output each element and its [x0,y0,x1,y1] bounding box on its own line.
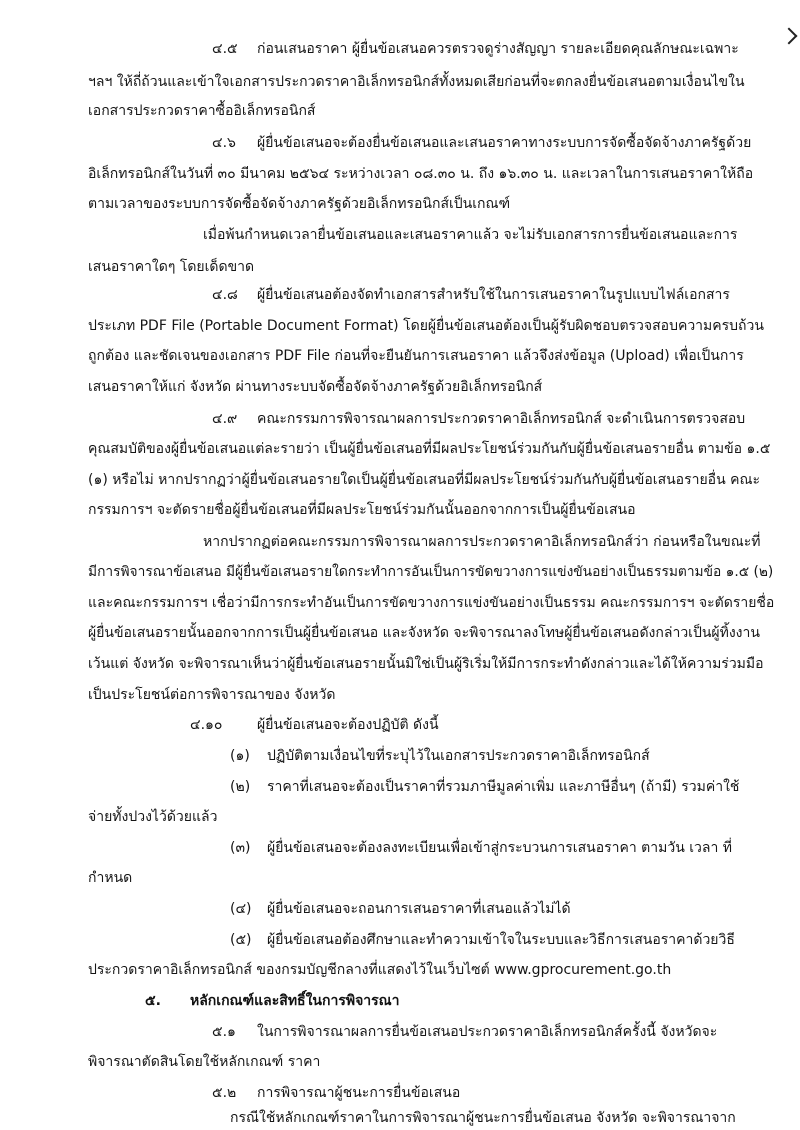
item-3-text: ผู้ยื่นข้อเสนอจะต้องลงทะเบียนเพื่อเข้าสู่กระบวนการเสนอราคา ตามวัน เวลา ที่ [267,840,733,856]
clause-4-9-line-7: และคณะกรรมการฯ เชื่อว่ามีการกระทำอันเป็นการขัดขวางการแข่งขันอย่างเป็นธรรม คณะกรรมการฯ จะตัดรายชื่อ [88,595,775,611]
item-2-number: (๒) [230,779,251,795]
clause-4-9-line-10: เป็นประโยชน์ต่อการพิจารณาของ จังหวัด [88,687,336,703]
item-2-text: ราคาที่เสนอจะต้องเป็นราคาที่รวมภาษีมูลค่าเพิ่ม และภาษีอื่นๆ (ถ้ามี) รวมค่าใช้ [267,779,740,795]
clause-4-5-number: ๔.๕ [212,41,238,57]
clause-5-2-line-1: การพิจารณาผู้ชนะการยื่นข้อเสนอ [257,1085,461,1101]
clause-4-8-line-1: ผู้ยื่นข้อเสนอต้องจัดทำเอกสารสำหรับใช้ในการเสนอราคาในรูปแบบไฟล์เอกสาร [257,287,730,303]
clause-4-9-line-1: คณะกรรมการพิจารณาผลการประกวดราคาอิเล็กทรอนิกส์ จะดำเนินการตรวจสอบ [257,411,746,427]
clause-4-9-line-6: มีการพิจารณาข้อเสนอ มีผู้ยื่นข้อเสนอรายใดกระทำการอันเป็นการขัดขวางการแข่งขันอย่างเป็นธรรมตามข้อ ๑.๕ (๒) [88,564,774,580]
item-5-number: (๕) [230,932,252,948]
item-4-number: (๔) [230,901,252,917]
clause-5-2-number: ๕.๒ [212,1085,237,1101]
item-3-continuation: กำหนด [88,870,133,886]
item-2-continuation: จ่ายทั้งปวงไว้ด้วยแล้ว [88,809,218,825]
clause-4-10-number: ๔.๑๐ [190,717,223,733]
item-5-continuation: ประกวดราคาอิเล็กทรอนิกส์ ของกรมบัญชีกลางที่แสดงไว้ในเว็บไซต์ www.gprocurement.go.th [88,962,672,978]
clause-4-6-line-4: เมื่อพ้นกำหนดเวลายื่นข้อเสนอและเสนอราคาแล้ว จะไม่รับเอกสารการยื่นข้อเสนอและการ [203,227,738,243]
clause-4-9-line-3: (๑) หรือไม่ หากปรากฏว่าผู้ยื่นข้อเสนอรายใดเป็นผู้ยื่นข้อเสนอที่มีผลประโยชน์ร่วมกันกับผู้ยื่นข้อเสนอรายอื่น คณะ [88,472,760,488]
section-5-number: ๕. [145,993,161,1009]
page-corner-arrow-icon [781,28,798,45]
clause-4-8-line-3: ถูกต้อง และชัดเจนของเอกสาร PDF File ก่อนที่จะยืนยันการเสนอราคา แล้วจึงส่งข้อมูล (Upload) เพื่อเป็นการ [88,348,744,364]
item-3-number: (๓) [230,840,251,856]
clause-4-9-line-9: เว้นแต่ จังหวัด จะพิจารณาเห็นว่าผู้ยื่นข้อเสนอรายนั้นมิใช่เป็นผู้ริเริ่มให้มีการกระทำดังกล่าวและได้ให้ความร่วมมือ [88,656,764,672]
clause-4-9-line-4: กรรมการฯ จะตัดรายชื่อผู้ยื่นข้อเสนอที่มีผลประโยชน์ร่วมกันนั้นออกจากการเป็นผู้ยื่นข้อเสนอ [88,502,636,518]
clause-4-10-heading: ผู้ยื่นข้อเสนอจะต้องปฏิบัติ ดังนี้ [257,717,439,733]
clause-5-1-line-2: พิจารณาตัดสินโดยใช้หลักเกณฑ์ ราคา [88,1054,321,1070]
item-1-text: ปฏิบัติตามเงื่อนไขที่ระบุไว้ในเอกสารประกวดราคาอิเล็กทรอนิกส์ [267,748,650,764]
clause-4-8-line-2: ประเภท PDF File (Portable Document Format) โดยผู้ยื่นข้อเสนอต้องเป็นผู้รับผิดชอบตรวจสอบความครบถ้วน [88,318,764,334]
clause-5-1-line-1: ในการพิจารณาผลการยื่นข้อเสนอประกวดราคาอิเล็กทรอนิกส์ครั้งนี้ จังหวัดจะ [257,1024,718,1040]
clause-4-6-line-1: ผู้ยื่นข้อเสนอจะต้องยื่นข้อเสนอและเสนอราคาทางระบบการจัดซื้อจัดจ้างภาครัฐด้วย [257,135,752,151]
clause-4-6-line-5: เสนอราคาใดๆ โดยเด็ดขาด [88,259,255,275]
clause-5-2-line-2: กรณีใช้หลักเกณฑ์ราคาในการพิจารณาผู้ชนะการยื่นข้อเสนอ จังหวัด จะพิจารณาจาก [230,1110,736,1126]
clause-4-6-line-3: ตามเวลาของระบบการจัดซื้อจัดจ้างภาครัฐด้วยอิเล็กทรอนิกส์เป็นเกณฑ์ [88,196,511,212]
clause-4-9-line-5: หากปรากฏต่อคณะกรรมการพิจารณาผลการประกวดราคาอิเล็กทรอนิกส์ว่า ก่อนหรือในขณะที่ [203,534,761,550]
clause-4-6-line-2: อิเล็กทรอนิกส์ในวันที่ ๓๐ มีนาคม ๒๕๖๔ ระหว่างเวลา ๐๘.๓๐ น. ถึง ๑๖.๓๐ น. และเวลาในการเสนอราคาให้ถือ [88,166,754,182]
clause-4-9-line-2: คุณสมบัติของผู้ยื่นข้อเสนอแต่ละรายว่า เป็นผู้ยื่นข้อเสนอที่มีผลประโยชน์ร่วมกันกับผู้ยื่นข้อเสนอรายอื่น ตามข้อ ๑.๕ [88,441,771,457]
clause-5-1-number: ๕.๑ [212,1024,236,1040]
item-5-text: ผู้ยื่นข้อเสนอต้องศึกษาและทำความเข้าใจในระบบและวิธีการเสนอราคาด้วยวิธี [267,932,735,948]
item-4-text: ผู้ยื่นข้อเสนอจะถอนการเสนอราคาที่เสนอแล้วไม่ได้ [267,901,571,917]
clause-4-5-line-1: ก่อนเสนอราคา ผู้ยื่นข้อเสนอควรตรวจดูร่างสัญญา รายละเอียดคุณลักษณะเฉพาะ [257,41,739,57]
clause-4-9-number: ๔.๙ [212,411,238,427]
clause-4-5-line-2: ฯลฯ ให้ถี่ถ้วนและเข้าใจเอกสารประกวดราคาอิเล็กทรอนิกส์ทั้งหมดเสียก่อนที่จะตกลงยื่นข้อเสนอตามเงื่อนไขใน [88,74,745,90]
clause-4-9-line-8: ผู้ยื่นข้อเสนอรายนั้นออกจากการเป็นผู้ยื่นข้อเสนอ และจังหวัด จะพิจารณาลงโทษผู้ยื่นข้อเสนอดังกล่าวเป็นผู้ทิ้งงาน [88,625,760,641]
section-5-title: หลักเกณฑ์และสิทธิ์ในการพิจารณา [190,993,400,1009]
clause-4-5-line-3: เอกสารประกวดราคาซื้ออิเล็กทรอนิกส์ [88,103,316,119]
clause-4-8-number: ๔.๘ [212,287,238,303]
item-1-number: (๑) [230,748,250,764]
clause-4-8-line-4: เสนอราคาให้แก่ จังหวัด ผ่านทางระบบจัดซื้อจัดจ้างภาครัฐด้วยอิเล็กทรอนิกส์ [88,379,543,395]
clause-4-6-number: ๔.๖ [212,135,236,151]
